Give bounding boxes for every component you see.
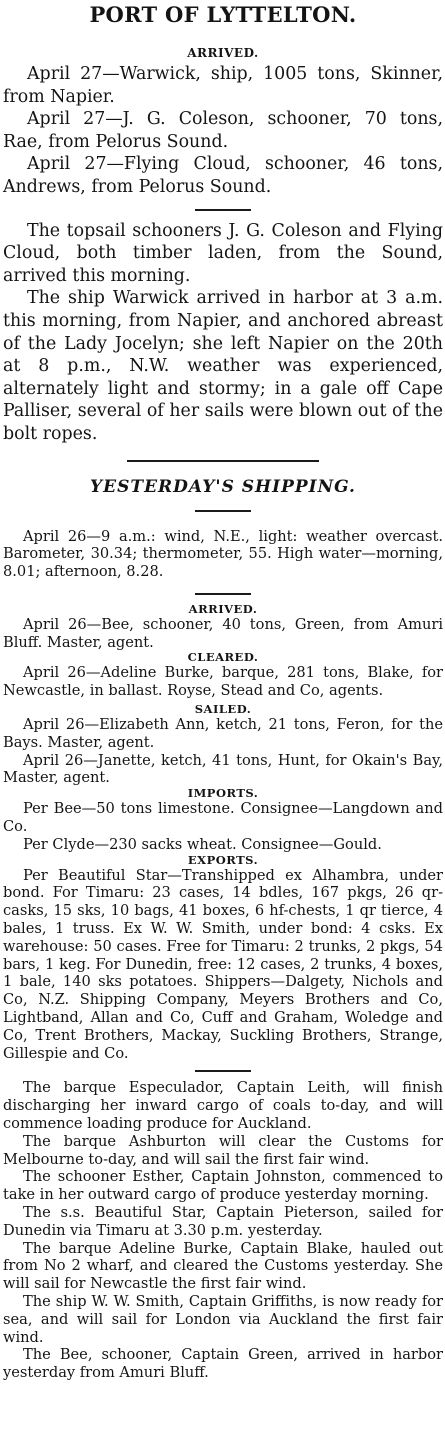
yesterdays-shipping-section [3, 528, 443, 1382]
shipping-note: The ship W. W. Smith, Captain Griffiths, is now ready for sea, and will sail for London via Auckland the first fair wind. [3, 1292, 443, 1346]
arrived-heading: ARRIVED. [188, 601, 258, 616]
shipping-note: The s.s. Beautiful Star, Captain Pieterson, sailed for Dunedin via Timaru at 3.30 p.m. yesterday. [3, 1204, 443, 1239]
cleared-entry: April 26—Adeline Burke, barque, 281 tons, Blake, for Newcastle, in ballast. Royse, Stead and Co, agents. [3, 664, 443, 700]
exports-heading: EXPORTS. [187, 852, 259, 867]
short-divider [195, 1070, 251, 1072]
weather-report: April 26—9 a.m.: wind, N.E., light: weather overcast. Barometer, 30.34; thermometer, 55. High water—morning, 8.01; afternoon, 8.28. [3, 527, 443, 581]
port-arrivals-section [3, 46, 443, 446]
arrival-entry: April 27—Flying Cloud, schooner, 46 tons, Andrews, from Pelorus Sound. [3, 154, 443, 197]
shipping-note: The barque Adeline Burke, Captain Blake, hauled out from No 2 wharf, and cleared the Customs yesterday. She will sail for Newcastle the first fair wind. [3, 1239, 443, 1293]
shipping-note: The Bee, schooner, Captain Green, arrived in harbor yesterday from Amuri Bluff. [3, 1346, 443, 1382]
import-entry: Per Clyde—230 sacks wheat. Consignee—Gould. [23, 835, 382, 853]
cleared-heading: CLEARED. [187, 650, 259, 665]
arrival-entry: April 27—J. G. Coleson, schooner, 70 tons, Rae, from Pelorus Sound. [3, 109, 443, 152]
short-divider [195, 209, 251, 211]
sailed-entry: April 26—Janette, ketch, 41 tons, Hunt, for Okain's Bay, Master, agent. [3, 751, 443, 787]
arrival-entry: April 27—Warwick, ship, 1005 tons, Skinner, from Napier. [3, 64, 443, 107]
arrival-entry: April 26—Bee, schooner, 40 tons, Green, from Amuri Bluff. Master, agent. [3, 615, 443, 651]
import-entry: Per Bee—50 tons limestone. Consignee—Langdown and Co. [3, 800, 443, 836]
short-divider [195, 593, 251, 595]
sailed-heading: SAILED. [194, 702, 252, 717]
section-divider [127, 460, 319, 462]
sailed-entry: April 26—Elizabeth Ann, ketch, 21 tons, Feron, for the Bays. Master, agent. [3, 716, 443, 751]
news-paragraph: The topsail schooners J. G. Coleson and Flying Cloud, both timber laden, from the Sound, arrived this morning. [3, 220, 443, 286]
shipping-note: The barque Ashburton will clear the Customs for Melbourne to-day, and will sail the first fair wind. [3, 1132, 443, 1168]
page-title: PORT OF LYTTELTON. [89, 2, 357, 27]
short-divider [195, 510, 251, 512]
shipping-note: The barque Especulador, Captain Leith, will finish discharging her inward cargo of coals to-day, and will commence loading produce for Auckland. [3, 1079, 443, 1133]
news-paragraph: The ship Warwick arrived in harbor at 3 a.m. this morning, from Napier, and anchored abreast of the Lady Jocelyn; she left Napier on the 20th at 8 p.m., N.W. weather was experienced, alternately light and stormy; in a gale off Cape Palliser, several of her sails were blown out of the bolt ropes. [3, 288, 443, 444]
export-entry: Per Beautiful Star—Transhipped ex Alhambra, under bond. For Timaru: 23 cases, 14 bdles, 167 pkgs, 26 qr-casks, 15 sks, 10 bags, 41 boxes, 6 hf-chests, 1 qr tierce, 4 bales, 1 truss. Ex W. W. Smith, under bond: 4 csks. Ex warehouse: 50 cases. Free for Timaru: 2 trunks, 2 pkgs, 54 bars, 1 keg. For Dunedin, free: 12 cases, 2 trunks, 4 boxes, 1 bale, 140 sks potatoes. Shippers—Dalgety, Nichols and Co, N.Z. Shipping Company, Meyers Brothers and Co, Lightband, Allan and Co, Cuff and Graham, Woledge and Co, Trent Brothers, Mackay, Suckling Brothers, Strange, Gillespie and Co. [3, 866, 443, 1062]
yesterdays-shipping-title: YESTERDAY'S SHIPPING. [90, 476, 356, 497]
arrived-heading: ARRIVED. [187, 46, 259, 60]
shipping-note: The schooner Esther, Captain Johnston, commenced to take in her outward cargo of produce yesterday morning. [3, 1168, 443, 1204]
imports-heading: IMPORTS. [187, 786, 259, 801]
